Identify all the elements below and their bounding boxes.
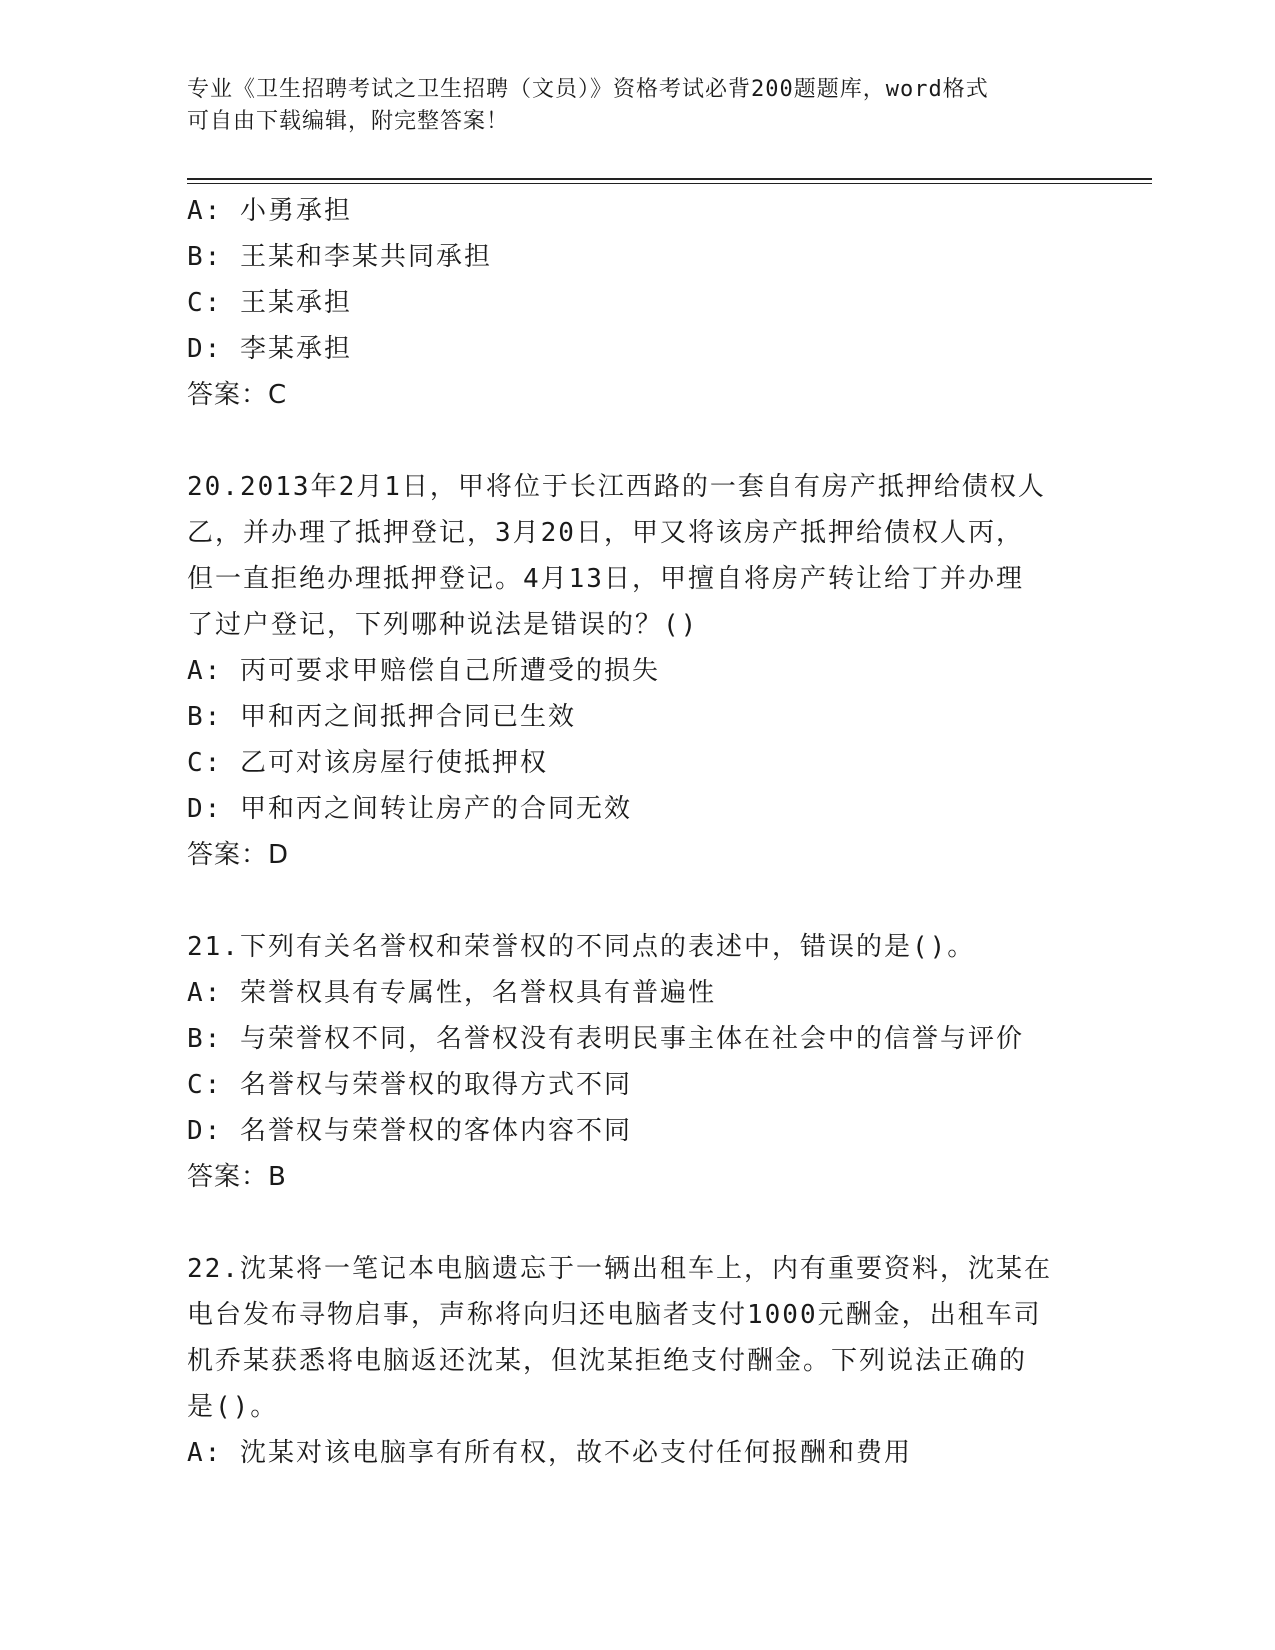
option-a: A: 丙可要求甲赔偿自己所遭受的损失 [187, 656, 660, 686]
spacer [187, 418, 1087, 464]
option-b: B: 甲和丙之间抵押合同已生效 [187, 702, 576, 732]
question-22 [187, 1246, 1087, 1476]
option-a: A: 荣誉权具有专属性，名誉权具有普遍性 [187, 978, 716, 1008]
header-divider-thin [187, 183, 1152, 184]
option-c: C: 王某承担 [187, 288, 352, 318]
document-header [187, 74, 1067, 138]
question-line: 20.2013年2月1日，甲将位于长江西路的一套自有房产抵押给债权人 [187, 472, 1046, 502]
question-line: 了过户登记，下列哪种说法是错误的？() [187, 610, 699, 640]
header-divider-thick [187, 178, 1152, 180]
spacer [187, 1200, 1087, 1246]
question-line: 但一直拒绝办理抵押登记。4月13日，甲擅自将房产转让给丁并办理 [187, 564, 1024, 594]
question-line: 21.下列有关名誉权和荣誉权的不同点的表述中，错误的是()。 [187, 932, 976, 962]
option-d: D: 李某承担 [187, 334, 352, 364]
question-line: 乙，并办理了抵押登记，3月20日，甲又将该房产抵押给债权人丙， [187, 518, 1024, 548]
spacer [187, 878, 1087, 924]
question-line: 机乔某获悉将电脑返还沈某，但沈某拒绝支付酬金。下列说法正确的 [187, 1346, 1028, 1376]
option-b: B: 王某和李某共同承担 [187, 242, 492, 272]
answer: 答案：B [187, 1162, 287, 1192]
option-a: A: 小勇承担 [187, 196, 352, 226]
header-line-1: 专业《卫生招聘考试之卫生招聘（文员）》资格考试必背200题题库，word格式 [187, 77, 989, 102]
question-text [187, 1246, 1087, 1430]
question-text [187, 924, 1087, 970]
option-d: D: 名誉权与荣誉权的客体内容不同 [187, 1116, 632, 1146]
question-line: 电台发布寻物启事，声称将向归还电脑者支付1000元酬金，出租车司 [187, 1300, 1042, 1330]
question-line: 是()。 [187, 1392, 279, 1422]
question-line: 22.沈某将一笔记本电脑遗忘于一辆出租车上，内有重要资料，沈某在 [187, 1254, 1052, 1284]
question-19 [187, 188, 1087, 418]
option-b: B: 与荣誉权不同，名誉权没有表明民事主体在社会中的信誉与评价 [187, 1024, 1024, 1054]
header-line-2: 可自由下载编辑，附完整答案！ [187, 109, 510, 134]
option-c: C: 乙可对该房屋行使抵押权 [187, 748, 548, 778]
answer: 答案：C [187, 380, 288, 410]
question-text [187, 464, 1087, 648]
question-content [187, 188, 1087, 1476]
answer: 答案：D [187, 840, 290, 870]
option-c: C: 名誉权与荣誉权的取得方式不同 [187, 1070, 632, 1100]
question-21 [187, 924, 1087, 1200]
question-20 [187, 464, 1087, 878]
option-d: D: 甲和丙之间转让房产的合同无效 [187, 794, 632, 824]
option-a: A: 沈某对该电脑享有所有权，故不必支付任何报酬和费用 [187, 1438, 912, 1468]
